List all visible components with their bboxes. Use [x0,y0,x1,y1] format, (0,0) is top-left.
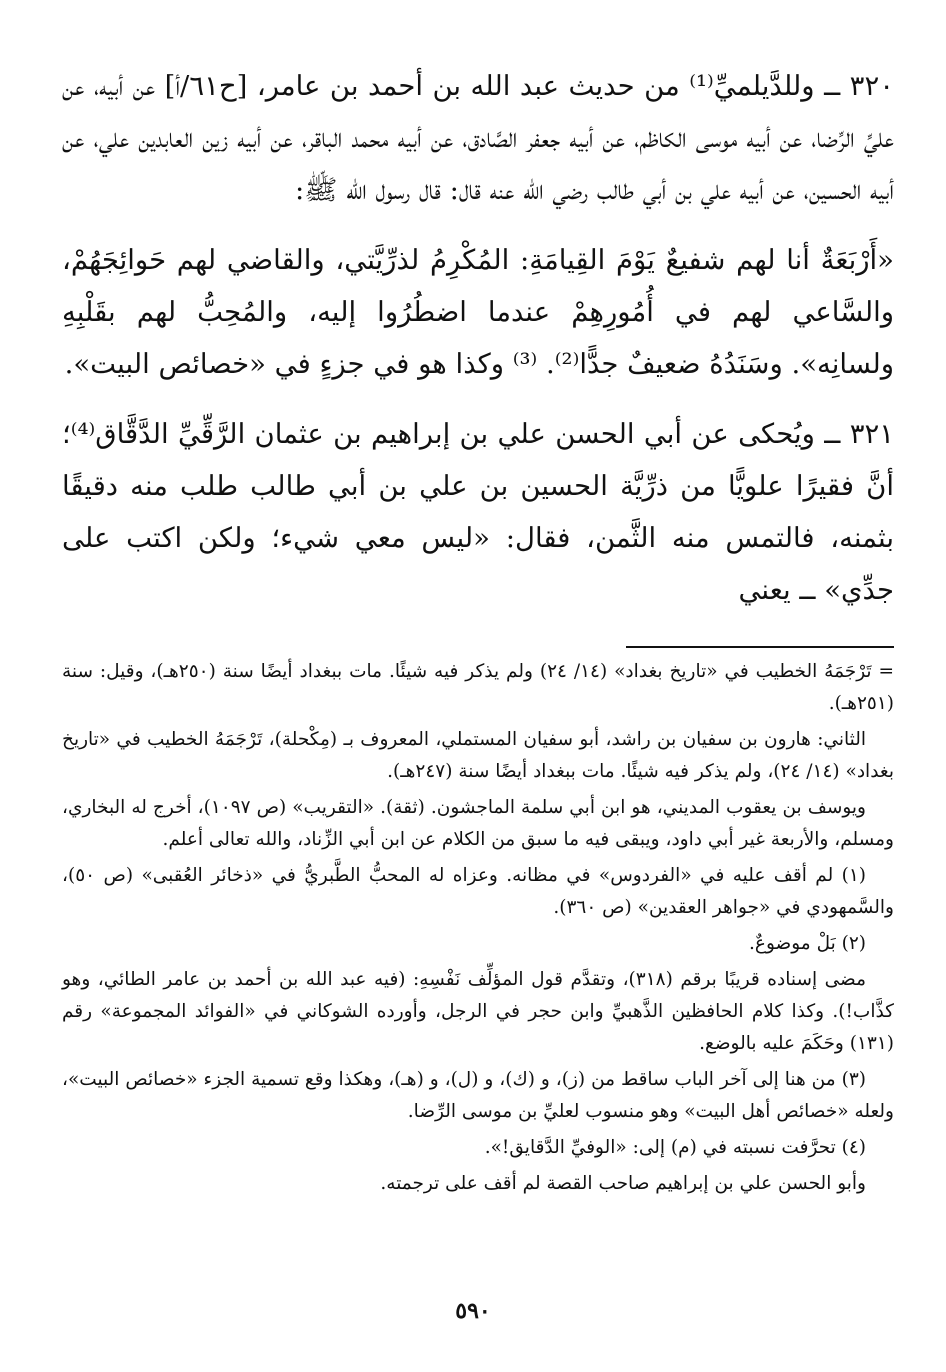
footnotes [62,656,894,1200]
footnote-narrator-second: الثاني: هارون بن سفيان بن راشد، أبو سفيان المستملي، المعروف بـ (مِكْحلة)، تَرْجَمَهُ الخطيب في «تاريخ بغداد» (١٤/ ٢٤)، ولم يذكر فيه شيئًا. مات ببغداد أيضًا سنة (٢٤٧هـ). [62,729,894,782]
paragraph-321: ٣٢١ ــ ويُحكى عن أبي الحسن علي بن إبراهيم بن عثمان الرَّقِّيِّ الدَّقَّاق⁽⁴⁾؛ أنَّ فقيرًا علويًّا من ذرِّيَّة الحسين بن علي بن أبي طالب طلب منه دقيقًا بثمنه، فالتمس منه الثَّمن، فقال: «ليس معي شيء؛ ولكن اكتب على جدِّي» ــ يعني [62,418,894,606]
footnote-2: (٢) بَلْ موضوعٌ. [749,933,866,954]
hadith-text: «أَرْبَعَةٌ أنا لهم شفيعٌ يَوْمَ القِيامَةِ: المُكْرِمُ لذرِّيَّتي، والقاضي لهم حَوائِجَهُمْ، والسَّاعي لهم في أُمُورِهِمْ عندما اضطُرُوا إليه، والمُحِبُّ لهم بقَلْبِهِ ولسانِه». وسَنَدُهُ ضعيفٌ جدًّا⁽²⁾. ⁽³⁾ وكذا هو في جزءٍ في «خصائص البيت». [62,244,894,380]
footnote-4-detail: وأبو الحسن علي بن إبراهيم صاحب القصة لم أقف على ترجمته. [380,1173,866,1194]
paragraph-320: ٣٢٠ ــ وللدَّيلميِّ⁽¹⁾ من حديث عبد الله بن أحمد بن عامر، [ح٦١/أ] عن أبيه، عن عليِّ الرِّضا، عن أبيه موسى الكاظم، عن أبيه جعفر الصَّادق، عن أبيه محمد الباقر، عن أبيه زين العابدين علي، عن أبيه الحسين، عن أبيه علي بن أبي طالب رضي الله عنه قال: قال رسول الله ﷺ: [62,70,894,206]
footnote-2-detail: مضى إسناده قريبًا برقم (٣١٨)، وتقدَّم قول المؤلِّف نَفْسِهِ: (فيه عبد الله بن أحمد بن عامر الطائي، وهو كذَّاب!). وكذا كلام الحافظين الذَّهبيِّ وابن حجر في الرجل، وأورده الشوكاني في «الفوائد المجموعة» رقم (١٣١) وحَكَمَ عليه بالوضع. [62,969,894,1054]
footnote-narrator-yusuf: ويوسف بن يعقوب المديني، هو ابن أبي سلمة الماجشون. (ثقة). «التقريب» (ص ١٠٩٧)، أخرج له البخاري، ومسلم، والأربعة غير أبي داود، ويبقى فيه ما سبق من الكلام عن ابن أبي الزِّناد، والله تعالى أعلم. [62,797,894,850]
footnote-4: (٤) تحرَّفت نسبته في (م) إلى: «الوفيِّ الدَّقايق!». [484,1137,866,1158]
footnote-1: (١) لم أقف عليه في «الفردوس» في مظانه. وعزاه له المحبُّ الطَّبريُّ في «ذخائر العُقبى» (ص ٥٠)، والسَّمهودي في «جواهر العقدين» (ص ٣٦٠). [62,865,894,918]
footnote-divider [626,646,894,648]
page-number: ٥٩٠ [455,1298,491,1324]
footnote-3: (٣) من هنا إلى آخر الباب ساقط من (ز)، و (ك)، و (ل)، و (هـ)، وهكذا وقع تسمية الجزء «خصائص البيت»، ولعله «خصائص أهل البيت» وهو منسوب لعليِّ بن موسى الرِّضا. [62,1069,894,1122]
footnote-continuation: = تَرْجَمَهُ الخطيب في «تاريخ بغداد» (١٤/ ٢٤) ولم يذكر فيه شيئًا. مات ببغداد أيضًا سنة (٢٥٠هـ)، وقيل: سنة (٢٥١هـ). [62,661,894,714]
page [62,60,894,1204]
main-text [62,60,894,616]
